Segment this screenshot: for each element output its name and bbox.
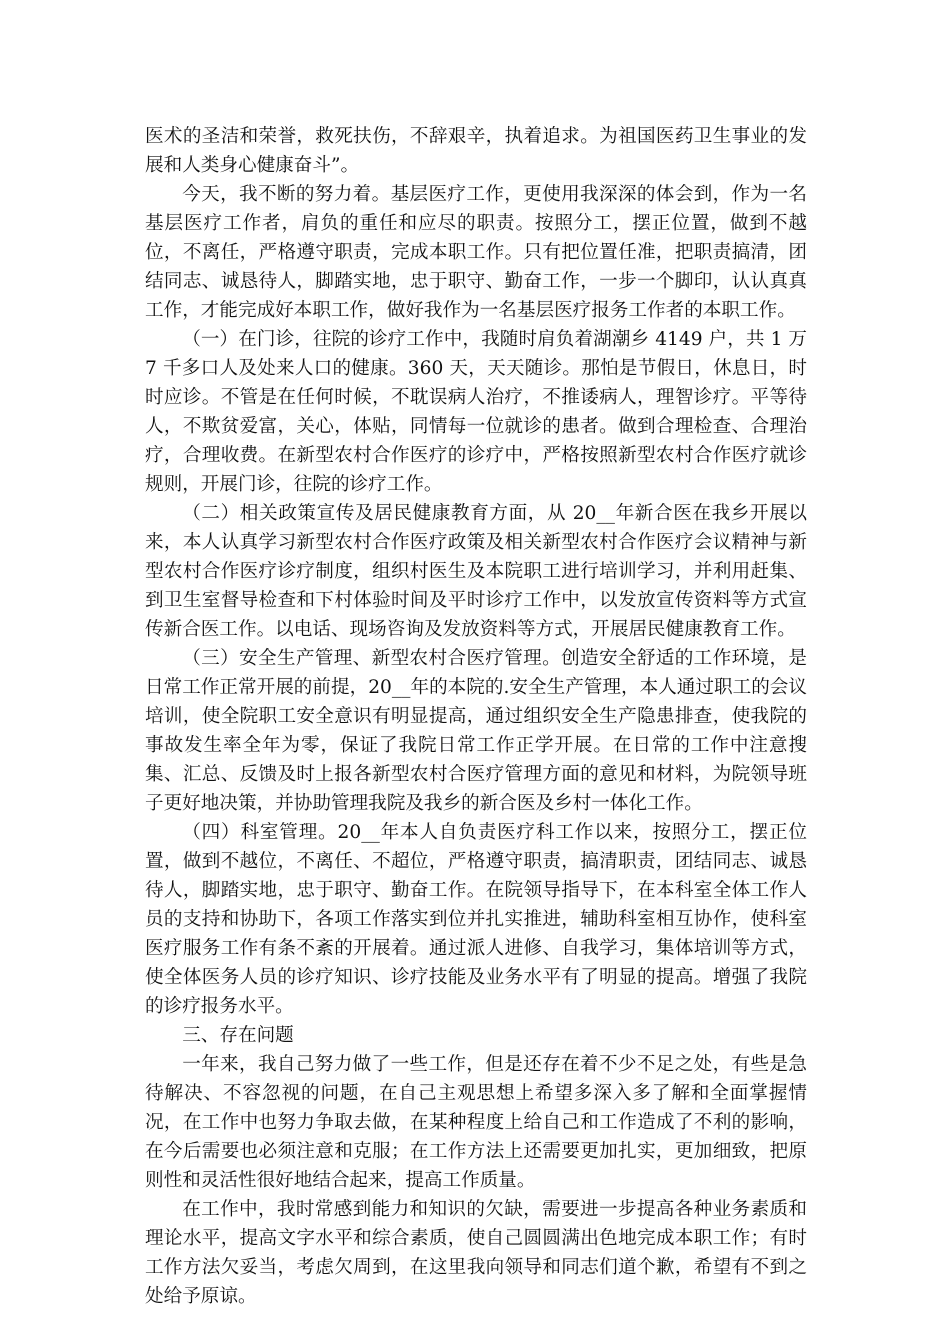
paragraph-section-2-policy: （二）相关政策宣传及居民健康教育方面，从 20__年新合医在我乡开展以来，本人认真学习新型农村合作医疗政策及相关新型农村合作医疗会议精神与新型农村合作医疗诊疗制度，组织村医生及本院职工进行培训学习，并利用赶集、到卫生室督导检查和下村体验时间及平时诊疗工作中，以发放宣传资料等方式宣传新合医工作。以电话、现场咨询及发放资料等方式，开展居民健康教育工作。 (145, 503, 807, 640)
paragraph-section-3-safety: （三）安全生产管理、新型农村合医疗管理。创造安全舒适的工作环境，是日常工作正常开展的前提，20__年的本院的.安全生产管理，本人通过职工的会议培训，使全院职工安全意识有明显提高，通过组织安全生产隐患排查，使我院的事故发生率全年为零，保证了我院日常工作正学开展。在日常的工作中注意搜集、汇总、反馈及时上报各新型农村合医疗管理方面的意见和材料，为院领导班子更好地决策，并协助管理我院及我乡的新合医及乡村一体化工作。 (145, 648, 807, 814)
document-page (145, 122, 807, 1311)
section-heading-problems: 三、存在问题 (182, 1025, 294, 1046)
paragraph-problems: 一年来，我自己努力做了一些工作，但是还存在着不少不足之处，有些是急待解决、不容忽视的问题，在自己主观思想上希望多深入多了解和全面掌握情况，在工作中也努力争取去做，在某种程度上给自己和工作造成了不利的影响，在今后需要也必须注意和克服；在工作方法上还需要更加扎实，更加细致，把原则性和灵活性很好地结合起来，提高工作质量。 (145, 1054, 807, 1191)
paragraph-section-1-outpatient: （一）在门诊，往院的诊疗工作中，我随时肩负着湖潮乡 4149 户，共 1 万 7 千多口人及处来人口的健康。360 天，天天随诊。那怕是节假日，休息日，时时应诊。不管是在任何时候，不耽误病人治疗，不推诿病人，理智诊疗。平等待人，不欺贫爱富，关心，体贴，同情每一位就诊的患者。做到合理检查、合理治疗，合理收费。在新型农村合作医疗的诊疗中，严格按照新型农村合作医疗就诊规则，开展门诊，往院的诊疗工作。 (145, 329, 807, 495)
paragraph-section-4-department: （四）科室管理。20__年本人自负责医疗科工作以来，按照分工，摆正位置，做到不越位，不离任、不超位，严格遵守职责，搞清职责，团结同志、诚恳待人，脚踏实地，忠于职守、勤奋工作。在院领导指导下，在本科室全体工作人员的支持和协助下，各项工作落实到位并扎实推进，辅助科室相互协作，使科室医疗服务工作有条不紊的开展着。通过派人进修、自我学习，集体培训等方式，使全体医务人员的诊疗知识、诊疗技能及业务水平有了明显的提高。增强了我院的诊疗报务水平。 (145, 822, 807, 1017)
paragraph-today: 今天，我不断的努力着。基层医疗工作，更使用我深深的体会到，作为一名基层医疗工作者，肩负的重任和应尽的职责。按照分工，摆正位置，做到不越位，不离任，严格遵守职责，完成本职工作。只有把位置任准，把职责搞清，团结同志、诚恳待人，脚踏实地，忠于职守、勤奋工作，一步一个脚印，认认真真工作，才能完成好本职工作，做好我作为一名基层医疗报务工作者的本职工作。 (145, 184, 807, 321)
paragraph-improvement: 在工作中，我时常感到能力和知识的欠缺，需要进一步提高各种业务素质和理论水平，提高文字水平和综合素质，使自己圆圆满出色地完成本职工作；有时工作方法欠妥当，考虑欠周到，在这里我向领导和同志们道个歉，希望有不到之处给予原谅。 (145, 1199, 807, 1307)
paragraph-continuation: 医术的圣洁和荣誉，救死扶伤，不辞艰辛，执着追求。为祖国医药卫生事业的发展和人类身心健康奋斗”。 (145, 126, 807, 176)
